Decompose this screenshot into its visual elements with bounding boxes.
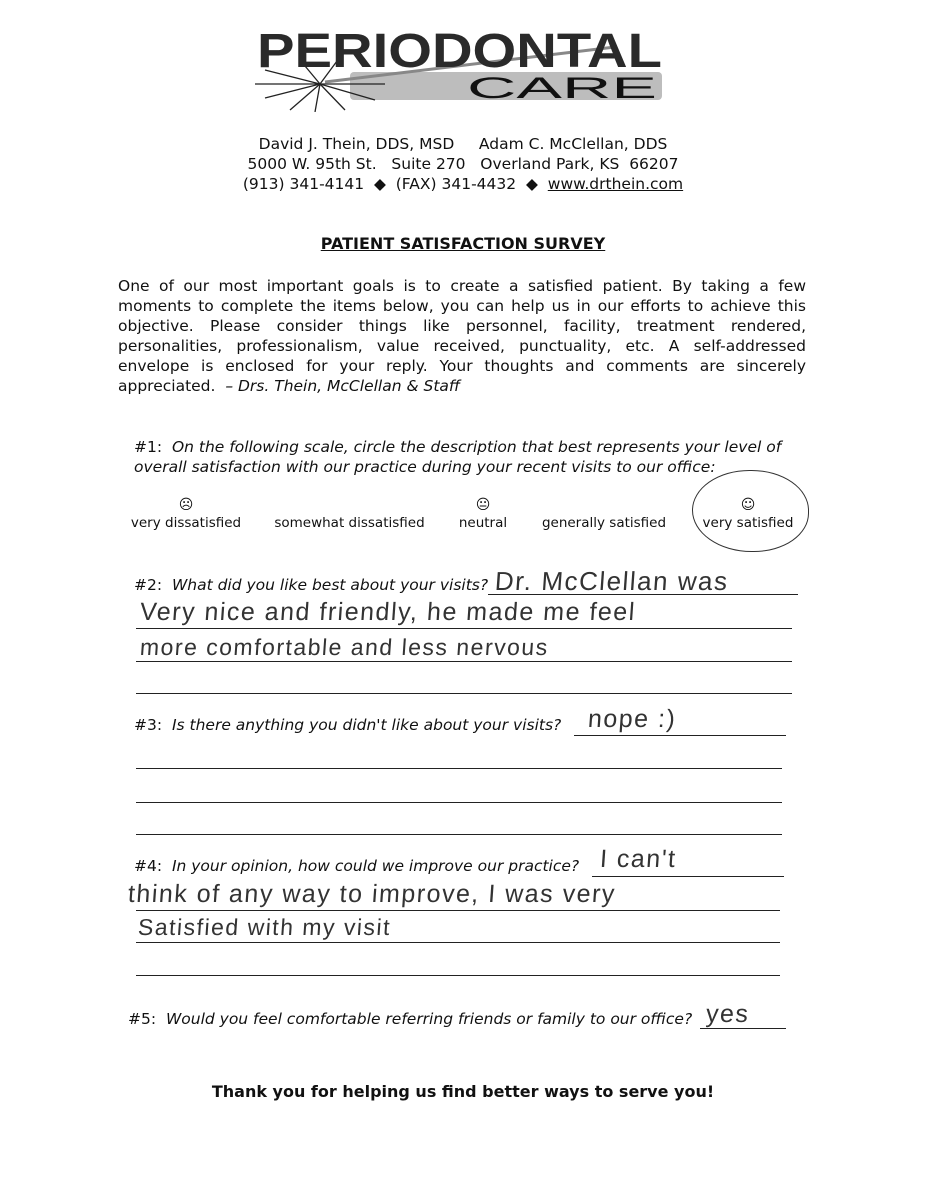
answer-2-line-3[interactable]: more comfortable and less nervous: [139, 634, 550, 660]
question-4: [134, 857, 579, 875]
question-text: Is there anything you didn't like about your visits?: [171, 716, 562, 734]
website-link[interactable]: www.drthein.com: [547, 175, 684, 193]
question-number: #2:: [134, 576, 163, 594]
answer-4-line-2[interactable]: think of any way to improve, I was very: [127, 880, 617, 908]
answer-2-line-2[interactable]: Very nice and friendly, he made me feel: [139, 598, 637, 626]
question-number: #3:: [134, 716, 163, 734]
answer-3[interactable]: nope :): [587, 705, 678, 733]
question-number: #5:: [128, 1010, 157, 1028]
scale-label: generally satisfied: [541, 515, 667, 531]
scale-label: neutral: [458, 515, 508, 531]
question-3: [134, 716, 561, 734]
question-number: #1:: [134, 438, 163, 456]
scale-label: somewhat dissatisfied: [274, 515, 425, 531]
intro-text: One of our most important goals is to create a satisfied patient. By taking a few moments to complete the items below, you can help us in our efforts to achieve this objective. Please consider things like personnel, facility, treatment rendered, personalities, professionalism, value received, punctuality, etc. A self-addressed envelope is enclosed for your reply. Your thoughts and comments are sincerely appreciated.: [118, 277, 806, 395]
svg-text:CARE: CARE: [467, 72, 657, 105]
answer-2-line-1[interactable]: Dr. McClellan was: [493, 566, 730, 596]
smile-face-icon: ☺: [740, 497, 756, 513]
thank-you-message: Thank you for helping us find better ways to serve you!: [211, 1082, 715, 1101]
neutral-face-icon: 😐︎: [475, 497, 491, 513]
answer-4-line-3[interactable]: Satisfied with my visit: [137, 914, 393, 940]
question-number: #4:: [134, 857, 163, 875]
question-1: [134, 437, 794, 477]
question-text: Would you feel comfortable referring friends or family to our office?: [165, 1010, 693, 1028]
doctor-2: Adam C. McClellan, DDS: [478, 135, 668, 153]
question-text: What did you like best about your visits?: [171, 576, 489, 594]
svg-text:PERIODONTAL: PERIODONTAL: [257, 25, 662, 78]
sad-face-icon: ☹: [178, 497, 194, 513]
scale-option-generally-satisfied[interactable]: [540, 497, 668, 531]
question-text: On the following scale, circle the description that best represents your level of overall satisfaction with our practice during your recent visits to our office:: [134, 438, 782, 476]
periodontal-care-logo: [255, 22, 665, 112]
question-5: [128, 1010, 692, 1028]
intro-signature: – Drs. Thein, McClellan & Staff: [225, 377, 461, 395]
scale-option-neutral[interactable]: [455, 497, 511, 531]
question-text: In your opinion, how could we improve our practice?: [171, 857, 580, 875]
scale-option-somewhat-dissatisfied[interactable]: [272, 497, 427, 531]
fax: (FAX) 341-4432: [395, 175, 517, 193]
intro-paragraph: [118, 276, 806, 396]
answer-5[interactable]: yes: [705, 1000, 751, 1028]
doctor-1: David J. Thein, DDS, MSD: [258, 135, 455, 153]
scale-label: very dissatisfied: [130, 515, 242, 531]
scale-label: very satisfied: [702, 515, 794, 531]
answer-4-line-1[interactable]: I can't: [599, 845, 678, 873]
practice-contact: David J. Thein, DDS, MSD Adam C. McClellan, DDS 5000 W. 95th St. Suite 270 Overland Park, KS 66207 (913) 341-4141 ◆ (FAX) 341-4432 ◆ www.drthein.com: [0, 134, 926, 194]
handdrawn-selection-circle: [692, 470, 809, 552]
survey-title: PATIENT SATISFACTION SURVEY: [320, 234, 606, 253]
phone: (913) 341-4141: [242, 175, 365, 193]
question-2: [134, 576, 488, 594]
address: 5000 W. 95th St. Suite 270 Overland Park, KS 66207: [247, 155, 679, 173]
scale-option-very-dissatisfied[interactable]: [130, 497, 242, 531]
